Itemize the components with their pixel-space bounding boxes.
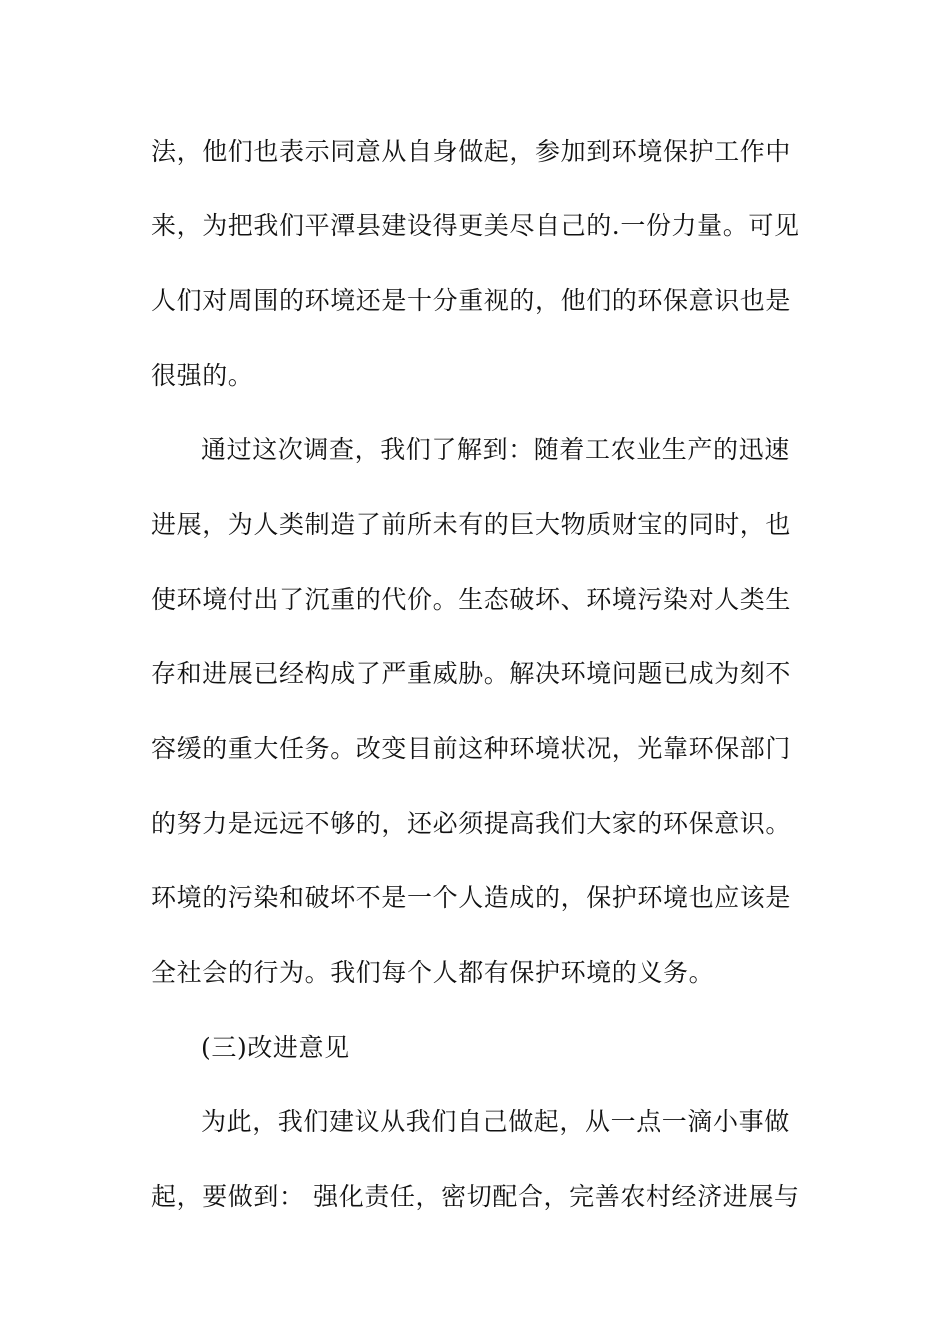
text-line-8: 存和进展已经构成了严重威胁。解决环境问题已成为刻不 (151, 659, 792, 688)
text-line-2: 来，为把我们平潭县建设得更美尽自己的.一份力量。可见 (151, 211, 800, 240)
text-line-15: 起，要做到： 强化责任，密切配合，完善农村经济进展与 (151, 1182, 800, 1211)
text-line-3: 人们对周围的环境还是十分重视的，他们的环保意识也是 (151, 286, 792, 315)
text-line-6: 进展，为人类制造了前所未有的巨大物质财宝的同时，也 (151, 510, 792, 539)
text-line-10: 的努力是远远不够的，还必须提高我们大家的环保意识。 (151, 809, 792, 838)
section-heading: (三)改进意见 (201, 1033, 350, 1062)
text-line-11: 环境的污染和破坏不是一个人造成的，保护环境也应该是 (151, 883, 792, 912)
text-line-14: 为此，我们建议从我们自己做起，从一点一滴小事做 (201, 1107, 790, 1136)
text-line-7: 使环境付出了沉重的代价。生态破坏、环境污染对人类生 (151, 585, 792, 614)
text-line-1: 法，他们也表示同意从自身做起，参加到环境保护工作中 (151, 137, 792, 166)
text-line-9: 容缓的重大任务。改变目前这种环境状况，光靠环保部门 (151, 734, 792, 763)
text-line-12: 全社会的行为。我们每个人都有保护环境的义务。 (151, 958, 715, 987)
text-line-5: 通过这次调查，我们了解到：随着工农业生产的迅速 (201, 435, 790, 464)
text-line-4: 很强的。 (151, 361, 254, 390)
